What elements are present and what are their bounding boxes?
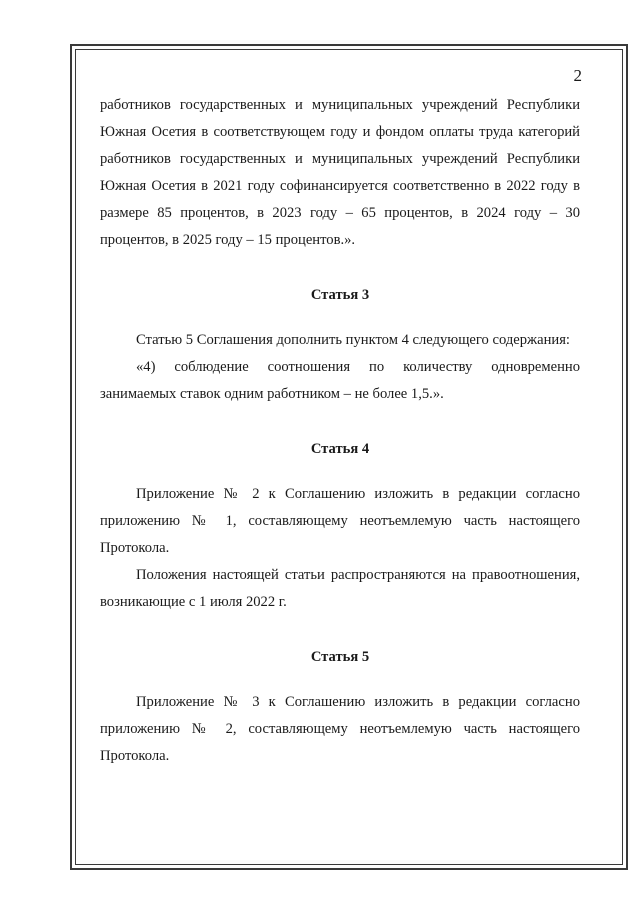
article-5-paragraph-1: Приложение № 3 к Соглашению изложить в редакции согласно приложению № 2, составляющему неотъемлемую часть настоящего Протокола. [100, 694, 580, 764]
article-3-heading: Статья 3 [310, 287, 370, 303]
article-4-paragraph-2: Положения настоящей статьи распространяются на правоотношения, возникающие с 1 июля 2022 г. [100, 567, 580, 610]
article-4-paragraph-1: Приложение № 2 к Соглашению изложить в редакции согласно приложению № 1, составляющему неотъемлемую часть настоящего Протокола. [100, 486, 580, 556]
document-body [100, 92, 580, 770]
page-number: 2 [573, 66, 582, 85]
article-4-heading: Статья 4 [310, 441, 370, 457]
intro-paragraph: работников государственных и муниципальных учреждений Республики Южная Осетия в соответствующем году и фондом оплаты труда категорий работников государственных и муниципальных учреждений Республики Южная Осетия в 2021 году софинансируется соответственно в 2022 году в размере 85 процентов, в 2023 году – 65 процентов, в 2024 году – 30 процентов, в 2025 году – 15 процентов.». [100, 97, 580, 248]
article-3-paragraph-2: «4) соблюдение соотношения по количеству одновременно занимаемых ставок одним работником – не более 1,5.». [100, 359, 580, 402]
article-5-heading: Статья 5 [310, 649, 370, 665]
article-3-paragraph-1: Статью 5 Соглашения дополнить пунктом 4 следующего содержания: [136, 332, 570, 348]
